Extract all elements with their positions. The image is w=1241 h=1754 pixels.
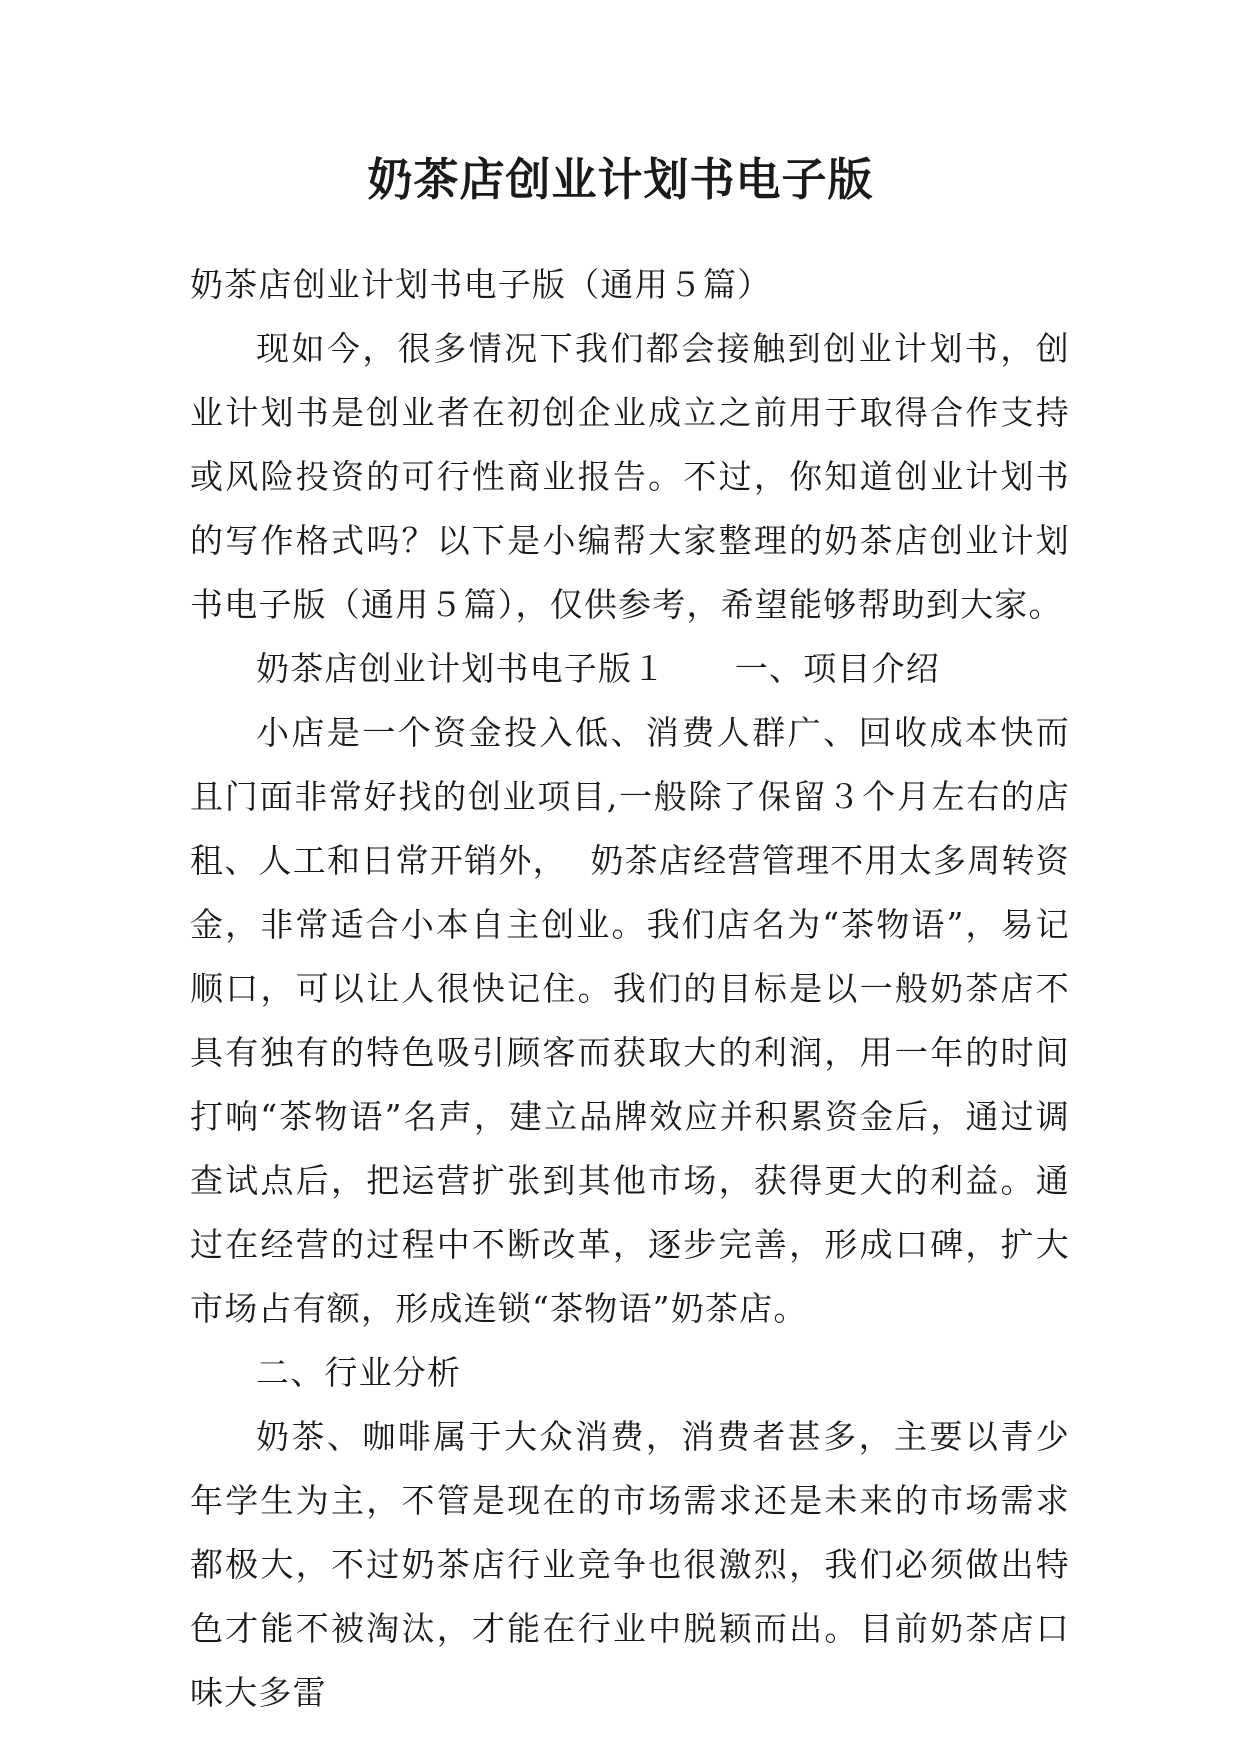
document-title: 奶茶店创业计划书电子版 — [367, 153, 874, 206]
paragraph-industry-analysis: 奶茶、咖啡属于大众消费，消费者甚多，主要以青少年学生为主，不管是现在的市场需求还是未来的市场需求都极大，不过奶茶店行业竞争也很激烈，我们必须做出特色才能不被淘汰，才能在行业中脱颖而出。目前奶茶店口味大多雷 — [190, 1417, 1070, 1712]
paragraph-project-intro: 小店是一个资金投入低、消费人群广、回收成本快而且门面非常好找的创业项目,一般除了保留３个月左右的店租、人工和日常开销外， 奶茶店经营管理不用太多周转资金，非常适合小本自主创业。我们店名为“茶物语”，易记顺口，可以让人很快记住。我们的目标是以一般奶茶店不具有独有的特色吸引顾客而获取大的利润，用一年的时间打响“茶物语”名声，建立品牌效应并积累资金后，通过调查试点后，把运营扩张到其他市场，获得更大的利益。通过在经营的过程中不断改革，逐步完善，形成口碑，扩大市场占有额，形成连锁“茶物语”奶茶店。 — [190, 713, 1070, 1328]
paragraph-intro: 现如今，很多情况下我们都会接触到创业计划书，创业计划书是创业者在初创企业成立之前用于取得合作支持或风险投资的可行性商业报告。不过，你知道创业计划书的写作格式吗？以下是小编帮大家整理的奶茶店创业计划书电子版（通用５篇），仅供参考，希望能够帮助到大家。 — [190, 329, 1070, 624]
document-body — [190, 253, 1070, 1725]
paragraph-industry-heading: 二、行业分析 — [256, 1353, 462, 1392]
paragraph-section-heading: 奶茶店创业计划书电子版１ 一、项目介绍 — [256, 649, 940, 688]
paragraph-subtitle: 奶茶店创业计划书电子版（通用５篇） — [190, 265, 772, 304]
